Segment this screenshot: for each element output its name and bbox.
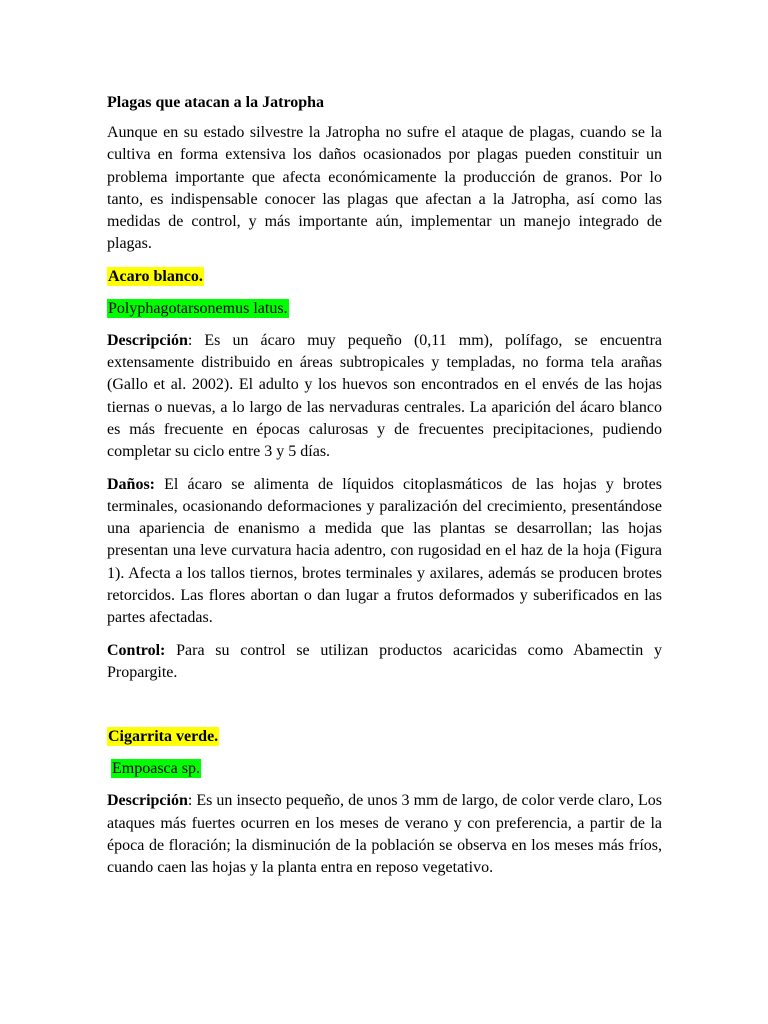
- section-spacer: [107, 694, 662, 726]
- pest-damage-1: [107, 474, 662, 630]
- pest-scientific-name-1: [107, 298, 662, 320]
- document-title: Plagas que atacan a la Jatropha: [107, 94, 325, 111]
- description-text: : Es un insecto pequeño, de unos 3 mm de largo, de color verde claro, Los ataques más fuertes ocurren en los meses de verano y con preferencia, a partir de la época de floración; la disminución de la población se observa en los meses más fríos, cuando caen las hojas y la planta entra en reposo vegetativo.: [107, 792, 662, 877]
- pest-common-name-highlight: Acaro blanco.: [108, 267, 203, 285]
- description-label: Descripción: [107, 331, 188, 349]
- pest-description-1: [107, 330, 662, 464]
- damage-text: El ácaro se alimenta de líquidos citoplasmáticos de las hojas y brotes terminales, ocasionando deformaciones y paralización del crecimiento, presentándose una apariencia de enanismo a medida que las plantas se desarrollan; las hojas presentan una leve curvatura hacia adentro, con rugosidad en el haz de la hoja (Figura 1). Afecta a los tallos tiernos, brotes terminales y axilares, además se producen brotes retorcidos. Las flores abortan o dan lugar a frutos deformados y suberificados en las partes afectadas.: [107, 475, 662, 627]
- description-label: Descripción: [107, 792, 188, 810]
- pest-scientific-name-highlight: Polyphagotarsonemus latus.: [108, 299, 288, 317]
- pest-common-name-2: [107, 726, 662, 748]
- pest-common-name-highlight: Cigarrita verde.: [108, 728, 219, 746]
- damage-label: Daños:: [107, 475, 156, 493]
- control-text: Para su control se utilizan productos acaricidas como Abamectin y Propargite.: [107, 641, 662, 681]
- pest-control-1: [107, 640, 662, 685]
- pest-description-2: [107, 790, 662, 879]
- intro-paragraph: Aunque en su estado silvestre la Jatropha no sufre el ataque de plagas, cuando se la cultiva en forma extensiva los daños ocasionados por plagas pueden constituir un problema importante que afecta económicamente la producción de granos. Por lo tanto, es indispensable conocer las plagas que afectan a la Jatropha, así como las medidas de control, y más importante aún, implementar un manejo integrado de plagas.: [107, 124, 662, 253]
- pest-scientific-name-highlight: Empoasca sp.: [112, 760, 200, 778]
- pest-common-name-1: [107, 266, 662, 288]
- pest-scientific-name-2: [107, 758, 662, 780]
- description-text: : Es un ácaro muy pequeño (0,11 mm), polífago, se encuentra extensamente distribuido en áreas subtropicales y templadas, no forma tela arañas (Gallo et al. 2002). El adulto y los huevos son encontrados en el envés de las hojas tiernas o nuevas, a lo largo de las nervaduras centrales. La aparición del ácaro blanco es más frecuente en épocas calurosas y de frecuentes precipitaciones, pudiendo completar su ciclo entre 3 y 5 días.: [107, 331, 662, 461]
- control-label: Control:: [107, 641, 166, 659]
